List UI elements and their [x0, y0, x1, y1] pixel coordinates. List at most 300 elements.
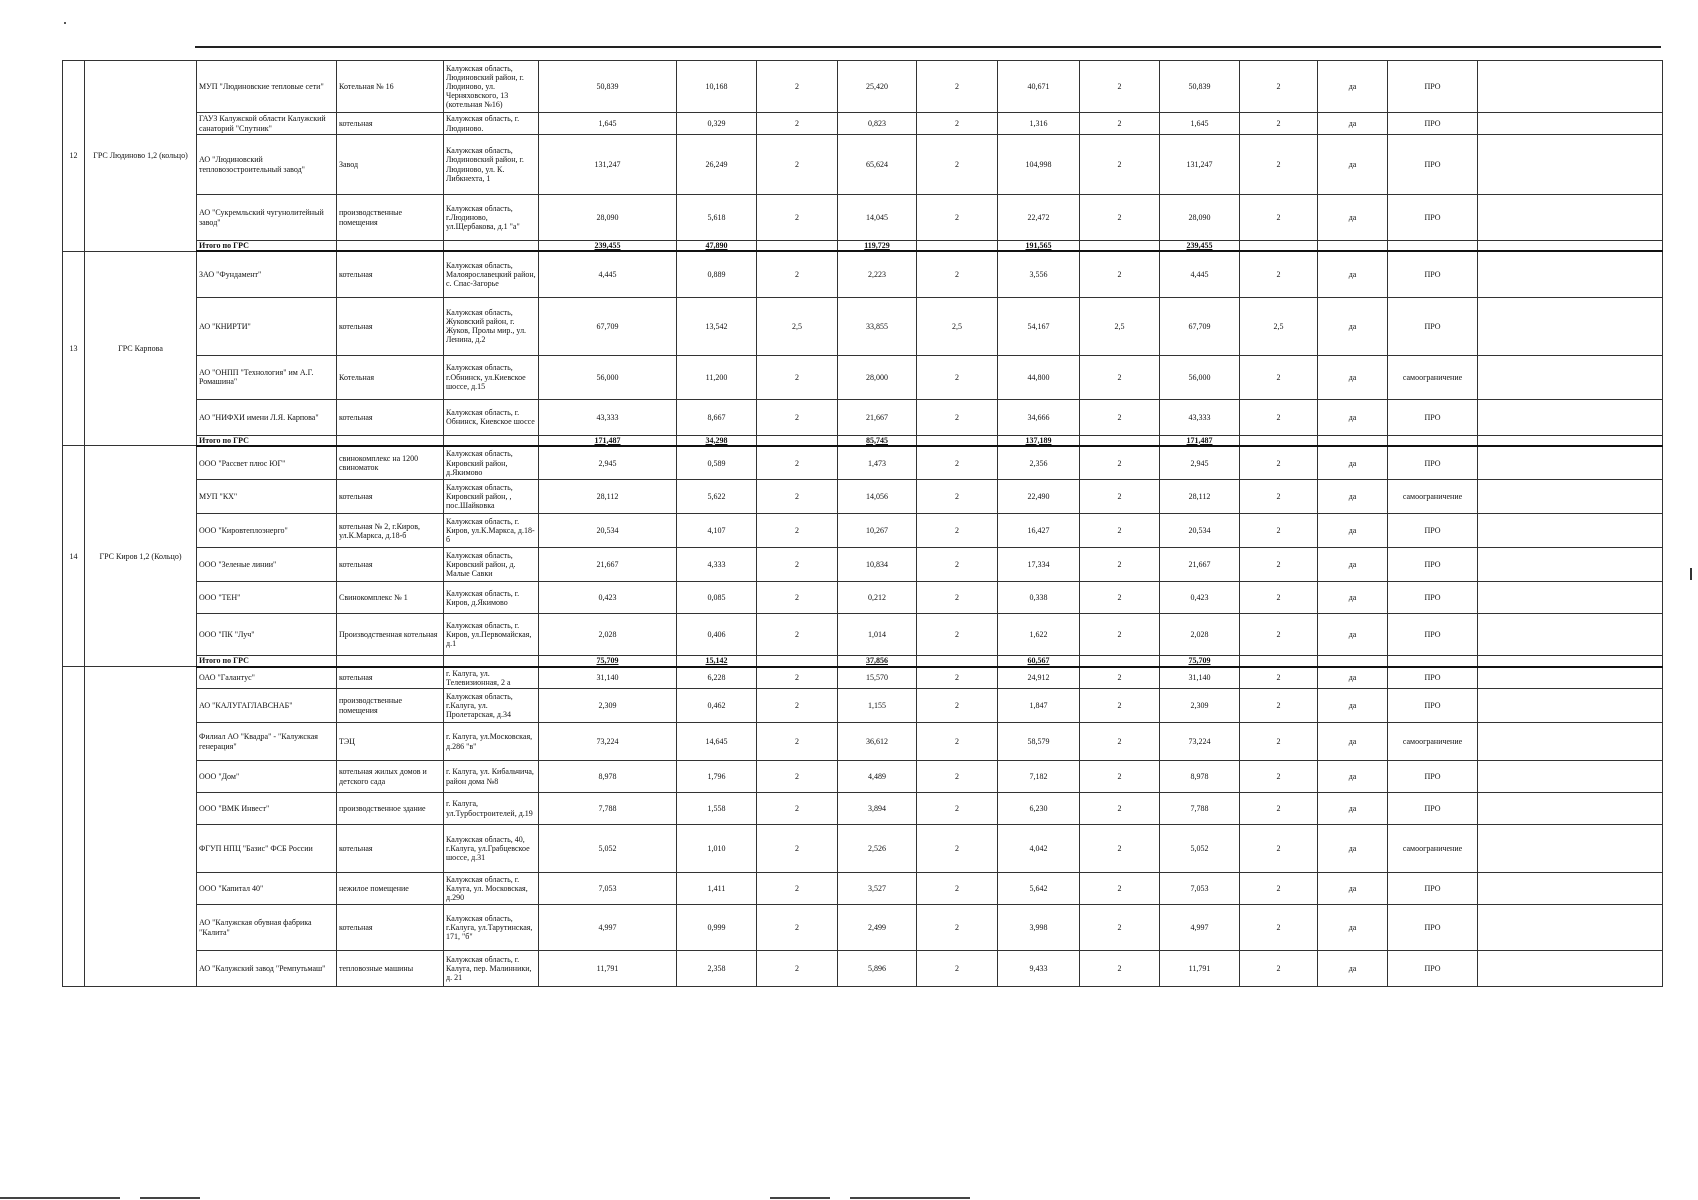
note-cell: ПРО	[1388, 689, 1478, 723]
table-row	[63, 761, 1663, 793]
volume-cell: 0,423	[539, 582, 677, 614]
station-name: ГРС Людиново 1,2 (кольцо)	[85, 61, 197, 252]
organization-cell: ООО "Дом"	[197, 761, 337, 793]
coef-cell: 2	[917, 135, 998, 195]
note-cell: ПРО	[1388, 61, 1478, 113]
volume-cell: 10,834	[838, 548, 917, 582]
note-cell: ПРО	[1388, 297, 1478, 355]
volume-cell: 15,570	[838, 667, 917, 689]
scan-speck	[64, 22, 66, 24]
coef-cell: 2	[917, 195, 998, 241]
volume-cell: 7,053	[1160, 873, 1240, 905]
address-cell: Калужская область, г. Калуга, ул. Московская, д.290	[444, 873, 539, 905]
volume-cell: 8,667	[677, 399, 757, 435]
total-value: 191,565	[998, 241, 1080, 252]
volume-cell: 1,014	[838, 614, 917, 656]
organization-cell: АО "Калужский завод "Ремпутьмаш"	[197, 951, 337, 987]
coef-cell: 2	[917, 480, 998, 514]
coef-cell: 2	[757, 689, 838, 723]
station-name: ГРС Киров 1,2 (Кольцо)	[85, 446, 197, 667]
volume-cell: 5,052	[539, 825, 677, 873]
organization-cell: МУП "Людиновские тепловые сети"	[197, 61, 337, 113]
coef-cell: 2	[757, 446, 838, 480]
address-cell: Калужская область, г.Обнинск, ул.Киевское шоссе, д.15	[444, 355, 539, 399]
volume-cell: 20,534	[539, 514, 677, 548]
total-value: 34,298	[677, 435, 757, 446]
volume-cell: 4,042	[998, 825, 1080, 873]
total-value: 75,709	[1160, 656, 1240, 667]
coef-cell: 2	[1080, 582, 1160, 614]
coef-cell: 2	[1080, 135, 1160, 195]
note-cell: ПРО	[1388, 399, 1478, 435]
agreement-cell: да	[1318, 723, 1388, 761]
address-cell: Калужская область, г.Людиново, ул.Щербакова, д.1 "а"	[444, 195, 539, 241]
empty-cell	[1478, 113, 1663, 135]
volume-cell: 4,445	[539, 251, 677, 297]
volume-cell: 50,839	[539, 61, 677, 113]
agreement-cell: да	[1318, 113, 1388, 135]
coef-cell: 2	[757, 873, 838, 905]
coef-cell: 2	[757, 582, 838, 614]
coef-cell: 2	[1080, 399, 1160, 435]
organization-cell: ООО "ТЕН"	[197, 582, 337, 614]
object-cell: котельная	[337, 667, 444, 689]
volume-cell: 73,224	[1160, 723, 1240, 761]
volume-cell: 73,224	[539, 723, 677, 761]
empty-cell	[1478, 61, 1663, 113]
volume-cell: 67,709	[1160, 297, 1240, 355]
organization-cell: Филиал АО "Квадра" - "Калужская генерация"	[197, 723, 337, 761]
empty-cell	[1388, 656, 1478, 667]
coef-cell: 2	[917, 446, 998, 480]
coef-cell: 2	[757, 195, 838, 241]
address-cell: Калужская область, г.Калуга, ул.Тарутинская, 171, "б"	[444, 905, 539, 951]
volume-cell: 2,356	[998, 446, 1080, 480]
volume-cell: 7,788	[1160, 793, 1240, 825]
organization-cell: ООО "Кировтеплоэнерго"	[197, 514, 337, 548]
agreement-cell: да	[1318, 548, 1388, 582]
volume-cell: 13,542	[677, 297, 757, 355]
coef-cell: 2	[917, 761, 998, 793]
volume-cell: 56,000	[1160, 355, 1240, 399]
volume-cell: 1,847	[998, 689, 1080, 723]
address-cell: Калужская область, г. Калуга, пер. Малинники, д. 21	[444, 951, 539, 987]
total-label: Итого по ГРС	[197, 656, 337, 667]
note-cell: ПРО	[1388, 251, 1478, 297]
volume-cell: 7,788	[539, 793, 677, 825]
agreement-cell: да	[1318, 514, 1388, 548]
empty-cell	[1478, 793, 1663, 825]
empty-cell	[1388, 435, 1478, 446]
volume-cell: 2,526	[838, 825, 917, 873]
volume-cell: 4,445	[1160, 251, 1240, 297]
empty-cell	[1478, 514, 1663, 548]
coef-cell: 2	[1240, 825, 1318, 873]
object-cell: тепловозные машины	[337, 951, 444, 987]
coef-cell: 2	[917, 905, 998, 951]
agreement-cell: да	[1318, 689, 1388, 723]
coef-cell: 2	[1080, 723, 1160, 761]
table-row	[63, 951, 1663, 987]
total-value: 119,729	[838, 241, 917, 252]
volume-cell: 2,028	[539, 614, 677, 656]
empty-cell	[337, 656, 444, 667]
coef-cell: 2	[1240, 251, 1318, 297]
organization-cell: АО "КНИРТИ"	[197, 297, 337, 355]
coef-cell: 2	[1240, 723, 1318, 761]
volume-cell: 4,107	[677, 514, 757, 548]
volume-cell: 2,499	[838, 905, 917, 951]
coef-cell: 2	[757, 548, 838, 582]
table-row	[63, 825, 1663, 873]
object-cell: котельная	[337, 113, 444, 135]
agreement-cell: да	[1318, 61, 1388, 113]
volume-cell: 9,433	[998, 951, 1080, 987]
address-cell: Калужская область, г. Обнинск, Киевское шоссе	[444, 399, 539, 435]
volume-cell: 16,427	[998, 514, 1080, 548]
volume-cell: 7,182	[998, 761, 1080, 793]
empty-cell	[444, 241, 539, 252]
empty-cell	[1478, 761, 1663, 793]
volume-cell: 0,329	[677, 113, 757, 135]
volume-cell: 10,168	[677, 61, 757, 113]
volume-cell: 11,200	[677, 355, 757, 399]
empty-cell	[444, 435, 539, 446]
coef-cell: 2	[757, 61, 838, 113]
address-cell: г. Калуга, ул.Московская, д.286 "в"	[444, 723, 539, 761]
volume-cell: 1,316	[998, 113, 1080, 135]
coef-cell: 2	[917, 113, 998, 135]
volume-cell: 28,090	[1160, 195, 1240, 241]
volume-cell: 3,527	[838, 873, 917, 905]
empty-cell	[757, 656, 838, 667]
total-value: 37,856	[838, 656, 917, 667]
coef-cell: 2	[1240, 761, 1318, 793]
coef-cell: 2	[1240, 195, 1318, 241]
volume-cell: 8,978	[1160, 761, 1240, 793]
object-cell: Котельная	[337, 355, 444, 399]
coef-cell: 2	[1240, 135, 1318, 195]
volume-cell: 28,090	[539, 195, 677, 241]
agreement-cell: да	[1318, 951, 1388, 987]
table-row	[63, 446, 1663, 480]
note-cell: самоограничение	[1388, 825, 1478, 873]
total-value: 239,455	[539, 241, 677, 252]
table-row	[63, 135, 1663, 195]
table-row	[63, 548, 1663, 582]
agreement-cell: да	[1318, 195, 1388, 241]
address-cell: Калужская область, Жуковский район, г. Жуков, Пролы мир., ул. Ленина, д.2	[444, 297, 539, 355]
empty-cell	[1478, 689, 1663, 723]
volume-cell: 4,997	[539, 905, 677, 951]
volume-cell: 65,624	[838, 135, 917, 195]
note-cell: ПРО	[1388, 905, 1478, 951]
table-row	[63, 61, 1663, 113]
empty-cell	[1318, 656, 1388, 667]
note-cell: самоограничение	[1388, 723, 1478, 761]
empty-cell	[1478, 873, 1663, 905]
table-row	[63, 113, 1663, 135]
object-cell: котельная	[337, 548, 444, 582]
empty-cell	[917, 656, 998, 667]
coef-cell: 2	[1240, 446, 1318, 480]
agreement-cell: да	[1318, 825, 1388, 873]
coef-cell: 2	[1080, 446, 1160, 480]
address-cell: Калужская область, г. Киров, д.Якимово	[444, 582, 539, 614]
volume-cell: 8,978	[539, 761, 677, 793]
note-cell: ПРО	[1388, 667, 1478, 689]
note-cell: самоограничение	[1388, 480, 1478, 514]
coef-cell: 2	[1080, 793, 1160, 825]
table-row	[63, 723, 1663, 761]
address-cell: Калужская область, 40, г.Калуга, ул.Грабцевское шоссе, д.31	[444, 825, 539, 873]
coef-cell: 2	[917, 951, 998, 987]
coef-cell: 2	[917, 793, 998, 825]
empty-cell	[1240, 241, 1318, 252]
volume-cell: 2,223	[838, 251, 917, 297]
volume-cell: 24,912	[998, 667, 1080, 689]
coef-cell: 2	[917, 614, 998, 656]
empty-cell	[917, 241, 998, 252]
volume-cell: 3,894	[838, 793, 917, 825]
volume-cell: 14,645	[677, 723, 757, 761]
volume-cell: 54,167	[998, 297, 1080, 355]
organization-cell: ООО "ВМК Инвест"	[197, 793, 337, 825]
coef-cell: 2	[917, 667, 998, 689]
address-cell: Калужская область, Людиновский район, г. Людиново, ул. Черняховского, 13 (котельная №16)	[444, 61, 539, 113]
volume-cell: 25,420	[838, 61, 917, 113]
object-cell: котельная	[337, 399, 444, 435]
object-cell: котельная	[337, 480, 444, 514]
coef-cell: 2	[1240, 689, 1318, 723]
organization-cell: МУП "КХ"	[197, 480, 337, 514]
coef-cell: 2	[1080, 113, 1160, 135]
coef-cell: 2	[1240, 582, 1318, 614]
organization-cell: ФГУП НПЦ "Базис" ФСБ России	[197, 825, 337, 873]
table-row	[63, 297, 1663, 355]
volume-cell: 1,645	[539, 113, 677, 135]
empty-cell	[1318, 241, 1388, 252]
coef-cell: 2	[1240, 905, 1318, 951]
total-value: 15,142	[677, 656, 757, 667]
note-cell: ПРО	[1388, 951, 1478, 987]
coef-cell: 2	[1080, 514, 1160, 548]
empty-cell	[1478, 399, 1663, 435]
table-row	[63, 614, 1663, 656]
coef-cell: 2,5	[917, 297, 998, 355]
empty-cell	[1080, 241, 1160, 252]
coef-cell: 2	[917, 582, 998, 614]
volume-cell: 5,896	[838, 951, 917, 987]
agreement-cell: да	[1318, 297, 1388, 355]
volume-cell: 0,085	[677, 582, 757, 614]
volume-cell: 33,855	[838, 297, 917, 355]
empty-cell	[1478, 951, 1663, 987]
volume-cell: 28,000	[838, 355, 917, 399]
note-cell: самоограничение	[1388, 355, 1478, 399]
total-value: 75,709	[539, 656, 677, 667]
address-cell: Калужская область, Кировский район, д.Якимово	[444, 446, 539, 480]
total-label: Итого по ГРС	[197, 241, 337, 252]
volume-cell: 67,709	[539, 297, 677, 355]
empty-cell	[1240, 656, 1318, 667]
object-cell: Завод	[337, 135, 444, 195]
table-top-border	[195, 46, 1661, 48]
group-index: 14	[63, 446, 85, 667]
total-value: 60,567	[998, 656, 1080, 667]
note-cell: ПРО	[1388, 195, 1478, 241]
coef-cell: 2	[917, 873, 998, 905]
agreement-cell: да	[1318, 873, 1388, 905]
volume-cell: 2,309	[539, 689, 677, 723]
coef-cell: 2	[1240, 113, 1318, 135]
agreement-cell: да	[1318, 251, 1388, 297]
agreement-cell: да	[1318, 446, 1388, 480]
empty-cell	[1478, 251, 1663, 297]
coef-cell: 2	[757, 951, 838, 987]
organization-cell: АО "КАЛУГАГЛАВСНАБ"	[197, 689, 337, 723]
coef-cell: 2	[757, 251, 838, 297]
agreement-cell: да	[1318, 614, 1388, 656]
empty-cell	[1478, 582, 1663, 614]
table-row	[63, 195, 1663, 241]
volume-cell: 21,667	[838, 399, 917, 435]
agreement-cell: да	[1318, 582, 1388, 614]
volume-cell: 0,462	[677, 689, 757, 723]
note-cell: ПРО	[1388, 446, 1478, 480]
volume-cell: 1,558	[677, 793, 757, 825]
coef-cell: 2	[917, 723, 998, 761]
note-cell: ПРО	[1388, 614, 1478, 656]
agreement-cell: да	[1318, 399, 1388, 435]
address-cell: Калужская область, Малоярославецкий район, с. Спас-Загорье	[444, 251, 539, 297]
organization-cell: АО "Людиновский тепловозостроительный завод"	[197, 135, 337, 195]
coef-cell: 2	[917, 355, 998, 399]
volume-cell: 0,406	[677, 614, 757, 656]
table-row	[63, 667, 1663, 689]
agreement-cell: да	[1318, 905, 1388, 951]
volume-cell: 3,998	[998, 905, 1080, 951]
organization-cell: ООО "ПК "Луч"	[197, 614, 337, 656]
coef-cell: 2	[917, 61, 998, 113]
empty-cell	[1478, 297, 1663, 355]
volume-cell: 34,666	[998, 399, 1080, 435]
empty-cell	[1478, 446, 1663, 480]
object-cell: котельная № 2, г.Киров, ул.К.Маркса, д.18-б	[337, 514, 444, 548]
volume-cell: 2,358	[677, 951, 757, 987]
address-cell: г. Калуга, ул. Телевизионная, 2 а	[444, 667, 539, 689]
coef-cell: 2	[1080, 195, 1160, 241]
volume-cell: 0,589	[677, 446, 757, 480]
agreement-cell: да	[1318, 355, 1388, 399]
organization-cell: АО "Сукремльский чугунолитейный завод"	[197, 195, 337, 241]
object-cell: производственные помещения	[337, 195, 444, 241]
coef-cell: 2	[1240, 480, 1318, 514]
object-cell: котельная	[337, 297, 444, 355]
volume-cell: 6,228	[677, 667, 757, 689]
table-row	[63, 251, 1663, 297]
coef-cell: 2	[1080, 480, 1160, 514]
volume-cell: 21,667	[539, 548, 677, 582]
empty-cell	[337, 241, 444, 252]
coef-cell: 2	[757, 113, 838, 135]
coef-cell: 2	[917, 514, 998, 548]
volume-cell: 5,622	[677, 480, 757, 514]
empty-cell	[1478, 480, 1663, 514]
volume-cell: 31,140	[539, 667, 677, 689]
volume-cell: 1,010	[677, 825, 757, 873]
object-cell: Котельная № 16	[337, 61, 444, 113]
volume-cell: 26,249	[677, 135, 757, 195]
total-row	[63, 656, 1663, 667]
note-cell: ПРО	[1388, 761, 1478, 793]
volume-cell: 4,333	[677, 548, 757, 582]
volume-cell: 43,333	[1160, 399, 1240, 435]
organization-cell: ЗАО "Фундамент"	[197, 251, 337, 297]
coef-cell: 2	[757, 667, 838, 689]
volume-cell: 1,622	[998, 614, 1080, 656]
object-cell: производственное здание	[337, 793, 444, 825]
table-row	[63, 793, 1663, 825]
empty-cell	[1478, 825, 1663, 873]
volume-cell: 2,945	[1160, 446, 1240, 480]
address-cell: Калужская область, г. Людиново.	[444, 113, 539, 135]
station-name: ГРС Карпова	[85, 251, 197, 446]
empty-cell	[1478, 656, 1663, 667]
volume-cell: 56,000	[539, 355, 677, 399]
coef-cell: 2	[917, 548, 998, 582]
empty-cell	[1478, 195, 1663, 241]
coef-cell: 2	[1080, 667, 1160, 689]
volume-cell: 5,642	[998, 873, 1080, 905]
volume-cell: 1,473	[838, 446, 917, 480]
coef-cell: 2	[1240, 514, 1318, 548]
volume-cell: 131,247	[1160, 135, 1240, 195]
coef-cell: 2	[757, 905, 838, 951]
organization-cell: АО "ОНПП "Технология" им А.Г. Ромашина"	[197, 355, 337, 399]
address-cell: Калужская область, г. Киров, ул.Первомайская, д.1	[444, 614, 539, 656]
volume-cell: 2,309	[1160, 689, 1240, 723]
volume-cell: 50,839	[1160, 61, 1240, 113]
volume-cell: 40,671	[998, 61, 1080, 113]
volume-cell: 131,247	[539, 135, 677, 195]
coef-cell: 2	[757, 723, 838, 761]
coef-cell: 2	[1240, 614, 1318, 656]
organization-cell: ГАУЗ Калужской области Калужский санаторий "Спутник"	[197, 113, 337, 135]
coef-cell: 2	[757, 399, 838, 435]
object-cell: котельная	[337, 825, 444, 873]
coef-cell: 2	[757, 355, 838, 399]
coef-cell: 2	[1080, 355, 1160, 399]
volume-cell: 2,028	[1160, 614, 1240, 656]
table-row	[63, 514, 1663, 548]
coef-cell: 2	[1080, 761, 1160, 793]
coef-cell: 2	[917, 399, 998, 435]
empty-cell	[917, 435, 998, 446]
volume-cell: 0,338	[998, 582, 1080, 614]
empty-cell	[757, 435, 838, 446]
empty-cell	[1478, 667, 1663, 689]
coef-cell: 2	[1240, 548, 1318, 582]
table-row	[63, 480, 1663, 514]
coef-cell: 2	[1080, 251, 1160, 297]
note-cell: ПРО	[1388, 793, 1478, 825]
coef-cell: 2	[917, 825, 998, 873]
volume-cell: 14,045	[838, 195, 917, 241]
total-value: 171,487	[1160, 435, 1240, 446]
coef-cell: 2	[1080, 951, 1160, 987]
coef-cell: 2,5	[1080, 297, 1160, 355]
